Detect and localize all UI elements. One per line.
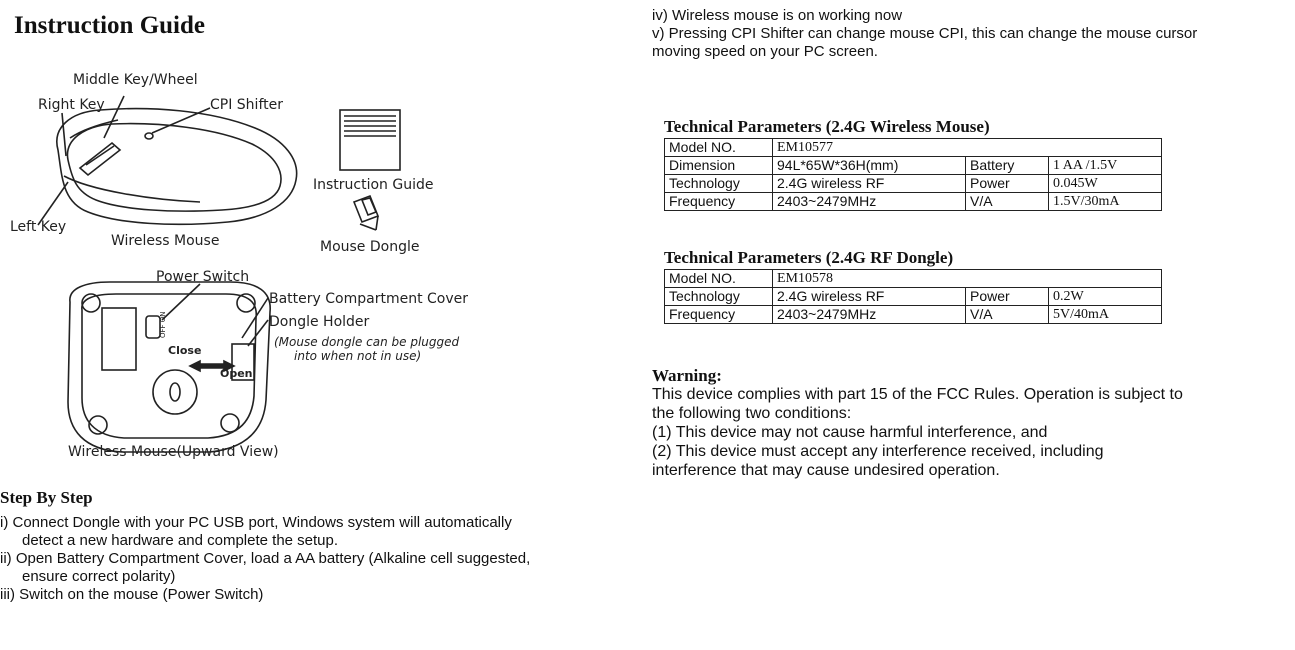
table-cell: Power bbox=[966, 175, 1049, 193]
page-title: Instruction Guide bbox=[14, 12, 206, 39]
table-cell: 2403~2479MHz bbox=[773, 306, 966, 324]
table-cell: 2.4G wireless RF bbox=[773, 288, 966, 306]
table-cell: V/A bbox=[966, 306, 1049, 324]
label-open: Open bbox=[220, 367, 253, 380]
step-v-line2: moving speed on your PC screen. bbox=[652, 43, 878, 60]
label-dongle-note-1: (Mouse dongle can be plugged bbox=[274, 335, 460, 349]
table-row bbox=[665, 139, 1162, 157]
dongle-params-table bbox=[664, 269, 1162, 324]
table-cell: 5V/40mA bbox=[1049, 306, 1162, 324]
table-row bbox=[665, 175, 1162, 193]
warning-line-4: (2) This device must accept any interference received, including bbox=[652, 443, 1104, 460]
step-iv: iv) Wireless mouse is on working now bbox=[652, 7, 903, 24]
dongle-params-heading: Technical Parameters (2.4G RF Dongle) bbox=[664, 248, 954, 267]
label-wireless-mouse: Wireless Mouse bbox=[111, 233, 220, 249]
table-row bbox=[665, 306, 1162, 324]
steps-heading: Step By Step bbox=[0, 488, 93, 507]
table-row bbox=[665, 270, 1162, 288]
label-cpi-shifter: CPI Shifter bbox=[210, 97, 283, 113]
label-dongle-note-2: into when not in use) bbox=[294, 349, 422, 363]
step-v-line1: v) Pressing CPI Shifter can change mouse CPI, this can change the mouse cursor bbox=[652, 25, 1198, 42]
label-battery-compartment-cover: Battery Compartment Cover bbox=[269, 291, 469, 307]
step-i-line1: i) Connect Dongle with your PC USB port, Windows system will automatically bbox=[0, 514, 512, 531]
table-cell: Technology bbox=[665, 288, 773, 306]
step-i-line2: detect a new hardware and complete the setup. bbox=[22, 532, 339, 549]
label-left-key: Left Key bbox=[10, 219, 67, 235]
label-instruction-guide: Instruction Guide bbox=[313, 177, 434, 193]
mouse-side-view bbox=[57, 109, 297, 225]
warning-line-1: This device complies with part 15 of the FCC Rules. Operation is subject to bbox=[652, 386, 1183, 403]
label-close: Close bbox=[168, 344, 202, 357]
table-cell: 0.2W bbox=[1049, 288, 1162, 306]
label-right-key: Right Key bbox=[38, 97, 105, 113]
steps-list bbox=[0, 514, 630, 604]
label-dongle-holder: Dongle Holder bbox=[269, 314, 370, 330]
table-cell: 1 AA /1.5V bbox=[1049, 157, 1162, 175]
step-ii-line1: ii) Open Battery Compartment Cover, load a AA battery (Alkaline cell suggested, bbox=[0, 550, 531, 567]
mouse-dongle-icon bbox=[354, 196, 378, 230]
label-power-switch: Power Switch bbox=[156, 269, 250, 285]
table-cell: Dimension bbox=[665, 157, 773, 175]
table-cell: Model NO. bbox=[665, 270, 773, 288]
table-cell: Battery bbox=[966, 157, 1049, 175]
label-middle-key-wheel: Middle Key/Wheel bbox=[73, 72, 198, 88]
table-cell: 2.4G wireless RF bbox=[773, 175, 966, 193]
mouse-params-heading: Technical Parameters (2.4G Wireless Mouse) bbox=[664, 117, 990, 136]
table-cell: V/A bbox=[966, 193, 1049, 211]
warning-section bbox=[652, 366, 1292, 480]
table-cell: 94L*65W*36H(mm) bbox=[773, 157, 966, 175]
table-cell: Model NO. bbox=[665, 139, 773, 157]
table-row bbox=[665, 288, 1162, 306]
steps-continued bbox=[652, 7, 1292, 61]
table-cell: Frequency bbox=[665, 193, 773, 211]
warning-line-3: (1) This device may not cause harmful interference, and bbox=[652, 424, 1048, 441]
table-cell: Power bbox=[966, 288, 1049, 306]
table-cell: Technology bbox=[665, 175, 773, 193]
label-off-on: OFF ON bbox=[159, 311, 167, 338]
table-cell: Frequency bbox=[665, 306, 773, 324]
table-row bbox=[665, 157, 1162, 175]
step-iii: iii) Switch on the mouse (Power Switch) bbox=[0, 586, 264, 603]
table-cell: EM10577 bbox=[773, 139, 1162, 157]
table-cell: 2403~2479MHz bbox=[773, 193, 966, 211]
label-mouse-dongle: Mouse Dongle bbox=[320, 239, 420, 255]
warning-line-2: the following two conditions: bbox=[652, 405, 852, 422]
step-ii-line2: ensure correct polarity) bbox=[22, 568, 176, 585]
table-cell: 1.5V/30mA bbox=[1049, 193, 1162, 211]
warning-line-5: interference that may cause undesired operation. bbox=[652, 462, 1000, 479]
instruction-guide-booklet-icon bbox=[340, 110, 400, 170]
table-row bbox=[665, 193, 1162, 211]
warning-heading: Warning: bbox=[652, 366, 722, 385]
table-cell: EM10578 bbox=[773, 270, 1162, 288]
label-upward-view: Wireless Mouse(Upward View) bbox=[68, 444, 279, 460]
mouse-params-table bbox=[664, 138, 1162, 211]
table-cell: 0.045W bbox=[1049, 175, 1162, 193]
